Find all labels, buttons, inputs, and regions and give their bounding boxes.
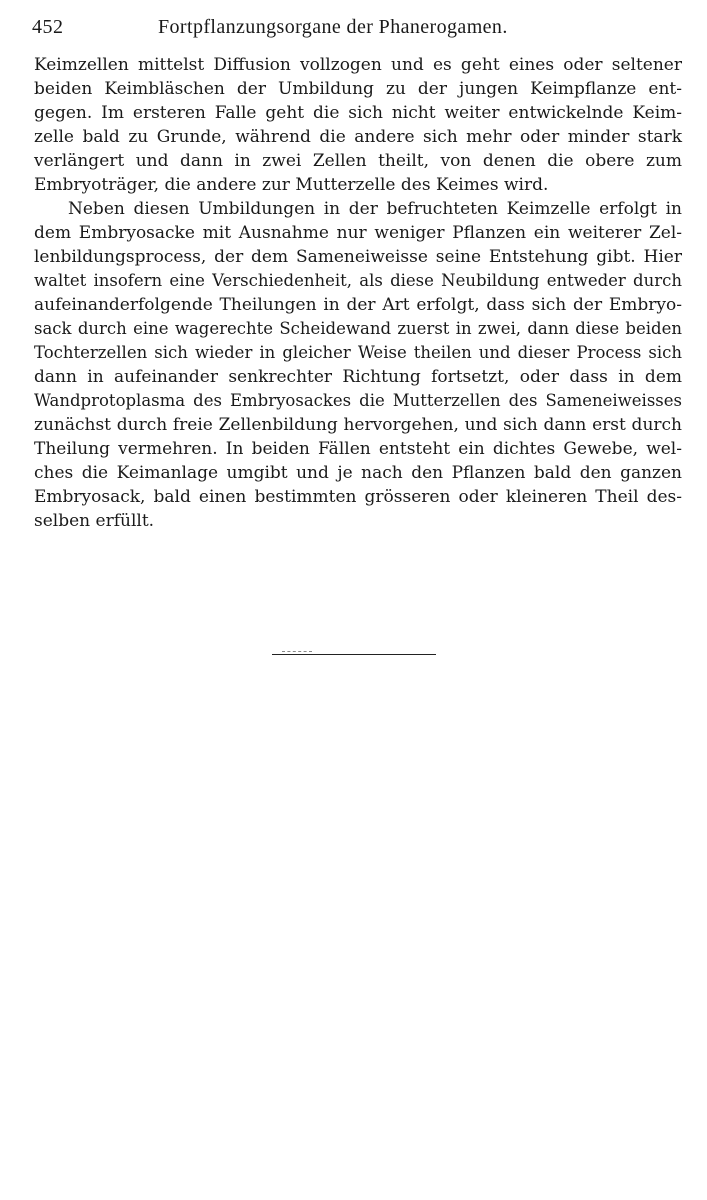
page-number: 452 — [32, 16, 64, 38]
text-line: beiden Keimbläschen der Umbildung zu der jungen Keimpflanze ent- — [34, 79, 682, 99]
text-line: Tochterzellen sich wieder in gleicher Weise theilen und dieser Process sich — [34, 343, 682, 362]
text-line: Wandprotoplasma des Embryosackes die Mutterzellen des Sameneiweisses — [34, 391, 682, 410]
text-line: lenbildungsprocess, der dem Sameneiweisse seine Entstehung gibt. Hier — [34, 247, 682, 267]
section-divider — [272, 654, 436, 655]
text-line: Keimzellen mittelst Diffusion vollzogen und es geht eines oder seltener — [34, 55, 682, 75]
text-line: Embryoträger, die andere zur Mutterzelle des Keimes wird. — [34, 175, 549, 195]
text-line: sack durch eine wagerechte Scheidewand zuerst in zwei, dann diese beiden — [34, 319, 682, 338]
body-text — [34, 53, 682, 533]
text-line: dem Embryosacke mit Ausnahme nur weniger Pflanzen ein weiterer Zel- — [34, 223, 682, 243]
text-line: Theilung vermehren. In beiden Fällen entsteht ein dichtes Gewebe, wel- — [34, 439, 682, 459]
text-line: verlängert und dann in zwei Zellen theilt, von denen die obere zum — [34, 151, 682, 171]
text-line: zelle bald zu Grunde, während die andere sich mehr oder minder stark — [34, 127, 682, 147]
section-divider-fade — [282, 651, 312, 652]
text-line: zunächst durch freie Zellenbildung hervorgehen, und sich dann erst durch — [34, 415, 682, 435]
text-line: Embryosack, bald einen bestimmten grösseren oder kleineren Theil des- — [34, 487, 682, 507]
running-title: Fortpflanzungsorgane der Phanerogamen. — [158, 16, 508, 38]
text-line: gegen. Im ersteren Falle geht die sich nicht weiter entwickelnde Keim- — [34, 103, 682, 123]
text-line: selben erfüllt. — [34, 511, 155, 531]
paragraph-2 — [34, 197, 682, 533]
text-line: Neben diesen Umbildungen in der befruchteten Keimzelle erfolgt in — [68, 199, 682, 219]
text-line: ches die Keimanlage umgibt und je nach den Pflanzen bald den ganzen — [34, 463, 682, 483]
paragraph-1 — [34, 53, 682, 197]
text-line: dann in aufeinander senkrechter Richtung fortsetzt, oder dass in dem — [34, 367, 682, 387]
text-line: waltet insofern eine Verschiedenheit, als diese Neubildung entweder durch — [34, 271, 682, 290]
page-header — [32, 16, 682, 46]
text-line: aufeinanderfolgende Theilungen in der Art erfolgt, dass sich der Embryo- — [34, 295, 682, 315]
